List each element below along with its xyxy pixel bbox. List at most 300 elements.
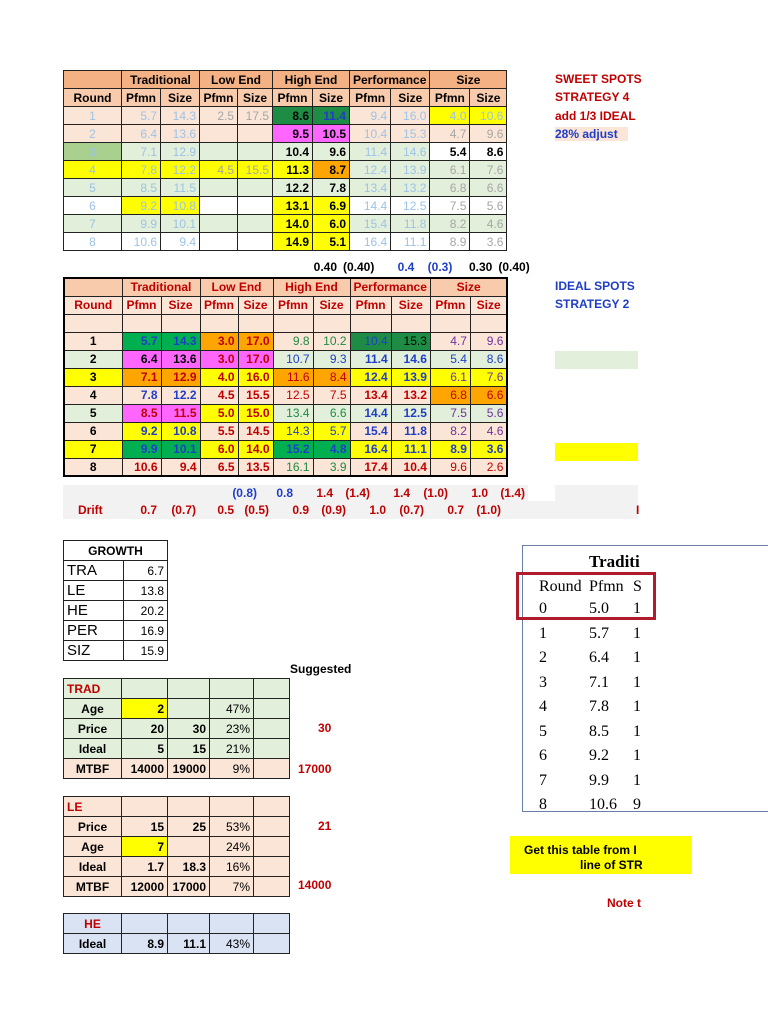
- value-cell: 10.4: [350, 125, 391, 143]
- value-cell: 12.5: [391, 404, 430, 422]
- reference-cell: 1: [633, 747, 641, 764]
- summary-value: 1.4: [393, 486, 410, 500]
- reference-cell: 8.5: [589, 722, 609, 740]
- value-cell: 6.0: [200, 440, 238, 458]
- reference-cell: 1: [633, 673, 641, 691]
- value-cell: 5.7: [122, 332, 161, 350]
- value-cell: 3.9: [313, 458, 350, 476]
- round-cell: 1: [64, 107, 122, 125]
- drift-value: 0.7: [447, 503, 464, 517]
- trad-label: MTBF: [64, 759, 122, 779]
- col-header: Pfmn: [350, 89, 391, 107]
- drift-value: (1.0): [476, 503, 501, 517]
- value-cell: 12.2: [161, 161, 200, 179]
- growth-value: 13.8: [124, 581, 168, 601]
- le-pct: 16%: [210, 857, 254, 877]
- le-label: Ideal: [64, 857, 122, 877]
- reference-cell: 1: [633, 624, 641, 642]
- reference-row: [539, 772, 653, 790]
- group-label: High End: [273, 278, 350, 296]
- reference-title: Traditi: [589, 552, 640, 571]
- value-cell: 8.6: [470, 350, 507, 368]
- drift-value: (0.9): [321, 503, 346, 517]
- trad-table: [63, 678, 290, 779]
- round-cell: 6: [64, 197, 122, 215]
- value-cell: 3.0: [200, 350, 238, 368]
- value-cell: 8.5: [122, 404, 161, 422]
- reference-cell: 10.6: [589, 796, 617, 812]
- drift-value: (0.5): [244, 503, 269, 517]
- table-row: [64, 332, 507, 350]
- col-header: Size: [161, 296, 200, 314]
- trad-label: Price: [64, 719, 122, 739]
- value-cell: 4.6: [470, 422, 507, 440]
- col-header: Pfmn: [430, 296, 470, 314]
- value-cell: 11.5: [161, 404, 200, 422]
- value-cell: 10.1: [161, 440, 200, 458]
- round-cell: 5: [64, 404, 122, 422]
- round-cell: 8: [64, 233, 122, 251]
- reference-cell: 1: [633, 771, 641, 789]
- summary-value: 0.8: [276, 486, 293, 500]
- round-cell: 2: [64, 125, 122, 143]
- he-b: 11.1: [168, 934, 210, 954]
- reference-header: S: [633, 578, 642, 595]
- le-a: 1.7: [122, 857, 168, 877]
- value-cell: 7.8: [122, 386, 161, 404]
- side-note: IDEAL SPOTS: [555, 279, 635, 293]
- ideal-summary-row: [220, 485, 528, 501]
- value-cell: 6.6: [313, 404, 350, 422]
- col-header: Pfmn: [200, 89, 238, 107]
- value-cell: 7.5: [430, 404, 470, 422]
- summary-value: 0.4: [397, 260, 415, 274]
- reference-cell: 9.9: [589, 771, 609, 789]
- growth-label: HE: [64, 601, 124, 621]
- reference-row: [539, 723, 653, 741]
- reference-row: [539, 649, 653, 667]
- growth-label: PER: [64, 621, 124, 641]
- col-header: Size: [470, 89, 507, 107]
- hint-text: Get this table from I: [524, 843, 637, 857]
- reference-cell: 1: [633, 649, 641, 666]
- suggested-label: Suggested: [290, 662, 352, 676]
- le-label: Age: [64, 837, 122, 857]
- le-title: LE: [64, 797, 122, 817]
- table-row: [64, 368, 507, 386]
- value-cell: 6.6: [470, 386, 507, 404]
- trad-b: 30: [168, 719, 210, 739]
- value-cell: 13.2: [391, 179, 430, 197]
- value-cell: [238, 143, 273, 161]
- value-cell: 4.7: [430, 332, 470, 350]
- col-header: Pfmn: [122, 89, 161, 107]
- trad-label: Ideal: [64, 739, 122, 759]
- value-cell: 9.9: [122, 215, 161, 233]
- value-cell: 6.8: [430, 179, 470, 197]
- side-note: 28% adjust: [555, 127, 628, 141]
- value-cell: 2.6: [470, 458, 507, 476]
- value-cell: 10.7: [273, 350, 313, 368]
- table-row: [64, 422, 507, 440]
- table-row: [64, 215, 507, 233]
- value-cell: 11.5: [161, 179, 200, 197]
- growth-label: SIZ: [64, 641, 124, 661]
- table-row: [64, 386, 507, 404]
- value-cell: 11.1: [391, 440, 430, 458]
- value-cell: [238, 233, 273, 251]
- value-cell: 4.8: [313, 440, 350, 458]
- col-header: Size: [161, 89, 200, 107]
- value-cell: 7.6: [470, 368, 507, 386]
- trad-b: [168, 699, 210, 719]
- value-cell: 10.8: [161, 422, 200, 440]
- reference-cell: 1: [633, 600, 641, 617]
- value-cell: 4.0: [430, 107, 470, 125]
- le-label: Price: [64, 817, 122, 837]
- value-cell: 8.6: [470, 143, 507, 161]
- col-header: Pfmn: [273, 89, 313, 107]
- drift-value: 1.0: [369, 503, 386, 517]
- reference-row: [539, 625, 653, 643]
- value-cell: 13.4: [350, 179, 391, 197]
- value-cell: 11.8: [391, 215, 430, 233]
- sweet-spots-table: [63, 70, 507, 251]
- row-highlight: [555, 351, 638, 369]
- value-cell: 6.4: [122, 350, 161, 368]
- le-a: 7: [122, 837, 168, 857]
- blank-cell: [64, 278, 122, 296]
- value-cell: 4.5: [200, 161, 238, 179]
- value-cell: 3.0: [200, 332, 238, 350]
- value-cell: 9.4: [161, 233, 200, 251]
- table-row: [64, 107, 507, 125]
- value-cell: 10.8: [161, 197, 200, 215]
- reference-cell: 6: [539, 747, 547, 764]
- trad-a: 5: [122, 739, 168, 759]
- reference-cell: 7.8: [589, 698, 609, 715]
- value-cell: 17.4: [350, 458, 391, 476]
- col-header: Round: [64, 296, 122, 314]
- value-cell: 13.9: [391, 368, 430, 386]
- value-cell: 11.6: [273, 368, 313, 386]
- value-cell: 9.3: [313, 350, 350, 368]
- table-row: [64, 161, 507, 179]
- table-row: [64, 197, 507, 215]
- value-cell: 14.9: [273, 233, 313, 251]
- value-cell: 14.6: [391, 350, 430, 368]
- value-cell: 14.4: [350, 404, 391, 422]
- highlight-box: [516, 572, 656, 620]
- le-b: 25: [168, 817, 210, 837]
- le-pct: 53%: [210, 817, 254, 837]
- value-cell: 13.6: [161, 350, 200, 368]
- value-cell: 14.6: [391, 143, 430, 161]
- value-cell: 14.0: [238, 440, 273, 458]
- value-cell: 16.4: [350, 440, 391, 458]
- col-header: Size: [238, 296, 273, 314]
- table-row: [64, 233, 507, 251]
- group-label: Traditional: [122, 278, 200, 296]
- col-header: Size: [391, 296, 430, 314]
- growth-value: 20.2: [124, 601, 168, 621]
- column-header-row: [64, 89, 507, 107]
- summary-value: 1.4: [316, 486, 333, 500]
- value-cell: 5.1: [313, 233, 350, 251]
- value-cell: 12.2: [161, 386, 200, 404]
- value-cell: [238, 215, 273, 233]
- col-header: Round: [64, 89, 122, 107]
- round-cell: 2: [64, 350, 122, 368]
- value-cell: 2.5: [200, 107, 238, 125]
- value-cell: 11.8: [391, 422, 430, 440]
- value-cell: 13.4: [350, 386, 391, 404]
- trad-a: 14000: [122, 759, 168, 779]
- value-cell: 11.3: [273, 161, 313, 179]
- value-cell: 8.9: [430, 233, 470, 251]
- table-row: [64, 350, 507, 368]
- value-cell: 5.7: [122, 107, 161, 125]
- value-cell: 8.5: [122, 179, 161, 197]
- value-cell: 15.2: [273, 440, 313, 458]
- trad-pct: 47%: [210, 699, 254, 719]
- value-cell: 11.1: [391, 233, 430, 251]
- col-header: Pfmn: [430, 89, 470, 107]
- summary-value: (0.3): [427, 260, 453, 274]
- reference-header: Pfmn: [589, 578, 624, 595]
- group-label: High End: [273, 71, 350, 89]
- value-cell: 5.0: [200, 404, 238, 422]
- value-cell: 17.5: [238, 107, 273, 125]
- reference-cell: 4: [539, 698, 547, 715]
- value-cell: 8.7: [313, 161, 350, 179]
- round-cell: 6: [64, 422, 122, 440]
- reference-cell: 0: [539, 600, 547, 617]
- suggested-value: 14000: [298, 878, 332, 892]
- group-header-row: [64, 71, 507, 89]
- summary-value: (1.4): [345, 486, 370, 500]
- value-cell: 17.0: [238, 350, 273, 368]
- value-cell: 12.9: [161, 368, 200, 386]
- value-cell: 6.6: [470, 179, 507, 197]
- value-cell: 12.5: [273, 386, 313, 404]
- side-note: STRATEGY 4: [555, 90, 630, 104]
- value-cell: 5.6: [470, 404, 507, 422]
- le-table: [63, 796, 290, 897]
- value-cell: 11.4: [350, 350, 391, 368]
- value-cell: 9.2: [122, 422, 161, 440]
- reference-cell: 5.0: [589, 600, 609, 617]
- hint-text: line of STR: [580, 858, 643, 872]
- value-cell: [238, 179, 273, 197]
- suggested-value: 21: [318, 819, 332, 833]
- growth-table: [63, 540, 168, 661]
- value-cell: 7.5: [430, 197, 470, 215]
- drift-value: 0.9: [292, 503, 309, 517]
- value-cell: 6.5: [200, 458, 238, 476]
- value-cell: 9.6: [470, 125, 507, 143]
- round-cell: 8: [64, 458, 122, 476]
- reference-row: [539, 796, 653, 812]
- col-header: Size: [238, 89, 273, 107]
- table-row: [64, 458, 507, 476]
- col-header: Pfmn: [350, 296, 391, 314]
- value-cell: 7.1: [122, 368, 161, 386]
- reference-cell: 1: [633, 722, 641, 740]
- value-cell: 5.6: [470, 197, 507, 215]
- reference-cell: 7: [539, 771, 547, 789]
- value-cell: 4.6: [470, 215, 507, 233]
- value-cell: 7.8: [313, 179, 350, 197]
- value-cell: 15.5: [238, 161, 273, 179]
- value-cell: 16.0: [391, 107, 430, 125]
- value-cell: 9.6: [313, 143, 350, 161]
- value-cell: 6.1: [430, 368, 470, 386]
- le-b: 17000: [168, 877, 210, 897]
- value-cell: 12.4: [350, 161, 391, 179]
- group-label: Low End: [200, 71, 273, 89]
- reference-cell: 7.1: [589, 673, 609, 691]
- value-cell: 13.4: [273, 404, 313, 422]
- growth-value: 15.9: [124, 641, 168, 661]
- value-cell: [200, 215, 238, 233]
- reference-header: Round: [539, 578, 582, 595]
- side-note: SWEET SPOTS: [555, 72, 642, 86]
- value-cell: [200, 143, 238, 161]
- trad-a: 20: [122, 719, 168, 739]
- row-highlight: [555, 443, 638, 461]
- col-header: Pfmn: [200, 296, 238, 314]
- value-cell: 5.4: [430, 350, 470, 368]
- value-cell: [238, 197, 273, 215]
- drift-value: 0.7: [140, 503, 157, 517]
- round-cell: 4: [64, 386, 122, 404]
- value-cell: 7.8: [122, 161, 161, 179]
- round-cell: 7: [64, 440, 122, 458]
- value-cell: 4.0: [200, 368, 238, 386]
- value-cell: 6.4: [122, 125, 161, 143]
- reference-cell: 5: [539, 722, 547, 740]
- col-header: Pfmn: [122, 296, 161, 314]
- value-cell: 8.4: [313, 368, 350, 386]
- drift-value: (0.7): [399, 503, 424, 517]
- round-cell: 4: [64, 161, 122, 179]
- reference-cell: 2: [539, 649, 547, 666]
- col-header: Size: [313, 296, 350, 314]
- group-header-row: [64, 278, 507, 296]
- value-cell: 9.9: [122, 440, 161, 458]
- value-cell: 6.1: [430, 161, 470, 179]
- le-b: [168, 837, 210, 857]
- value-cell: 14.0: [273, 215, 313, 233]
- value-cell: 12.4: [350, 368, 391, 386]
- value-cell: 9.4: [161, 458, 200, 476]
- value-cell: 4.5: [200, 386, 238, 404]
- value-cell: 13.2: [391, 386, 430, 404]
- col-header: Size: [313, 89, 350, 107]
- summary-value: 1.0: [471, 486, 488, 500]
- he-table: [63, 913, 290, 954]
- column-header-row: [64, 296, 507, 314]
- trad-pct: 9%: [210, 759, 254, 779]
- value-cell: 4.7: [430, 125, 470, 143]
- drift-label: Drift: [78, 503, 103, 517]
- summary-value: (0.40): [343, 260, 375, 274]
- trad-b: 19000: [168, 759, 210, 779]
- value-cell: 7.6: [470, 161, 507, 179]
- value-cell: 11.4: [350, 143, 391, 161]
- value-cell: 12.9: [161, 143, 200, 161]
- value-cell: 10.2: [313, 332, 350, 350]
- value-cell: 15.5: [238, 386, 273, 404]
- drift-value: (0.7): [171, 503, 196, 517]
- blank-cell: [64, 71, 122, 89]
- value-cell: 16.1: [273, 458, 313, 476]
- le-b: 18.3: [168, 857, 210, 877]
- round-cell: 3: [64, 143, 122, 161]
- value-cell: 12.2: [273, 179, 313, 197]
- value-cell: [200, 197, 238, 215]
- value-cell: 10.1: [161, 215, 200, 233]
- value-cell: 9.8: [273, 332, 313, 350]
- value-cell: 13.5: [238, 458, 273, 476]
- le-a: 12000: [122, 877, 168, 897]
- value-cell: 14.3: [161, 332, 200, 350]
- value-cell: 10.4: [391, 458, 430, 476]
- value-cell: 15.3: [391, 125, 430, 143]
- round-cell: 1: [64, 332, 122, 350]
- le-a: 15: [122, 817, 168, 837]
- value-cell: 10.6: [122, 233, 161, 251]
- value-cell: 8.6: [273, 107, 313, 125]
- group-label: Low End: [200, 278, 273, 296]
- group-label: Traditional: [122, 71, 200, 89]
- drift-row: [121, 502, 504, 518]
- note-text: Note t: [607, 896, 641, 910]
- table-row: [64, 143, 507, 161]
- trad-pct: 23%: [210, 719, 254, 739]
- value-cell: [200, 125, 238, 143]
- table-row: [64, 179, 507, 197]
- summary-band: [63, 485, 220, 501]
- value-cell: 3.6: [470, 233, 507, 251]
- value-cell: 14.3: [161, 107, 200, 125]
- group-label: Size: [430, 278, 507, 296]
- summary-value: (0.40): [498, 260, 530, 274]
- group-label: Performance: [350, 278, 430, 296]
- value-cell: 7.5: [313, 386, 350, 404]
- value-cell: 9.4: [350, 107, 391, 125]
- trad-a: 2: [122, 699, 168, 719]
- reference-cell: 8: [539, 796, 547, 812]
- suggested-value: 17000: [298, 762, 332, 776]
- reference-cell: 6.4: [589, 649, 609, 666]
- value-cell: 14.3: [273, 422, 313, 440]
- reference-cell: 1: [539, 624, 547, 642]
- value-cell: 10.4: [350, 332, 391, 350]
- value-cell: 15.3: [391, 332, 430, 350]
- reference-row: [539, 674, 653, 692]
- value-cell: 13.1: [273, 197, 313, 215]
- le-label: MTBF: [64, 877, 122, 897]
- he-label: Ideal: [64, 934, 122, 954]
- value-cell: 15.0: [238, 404, 273, 422]
- group-label: Size: [430, 71, 507, 89]
- value-cell: 13.9: [391, 161, 430, 179]
- summary-value: 0.30: [469, 260, 493, 274]
- value-cell: 16.4: [350, 233, 391, 251]
- reference-row: [539, 747, 653, 765]
